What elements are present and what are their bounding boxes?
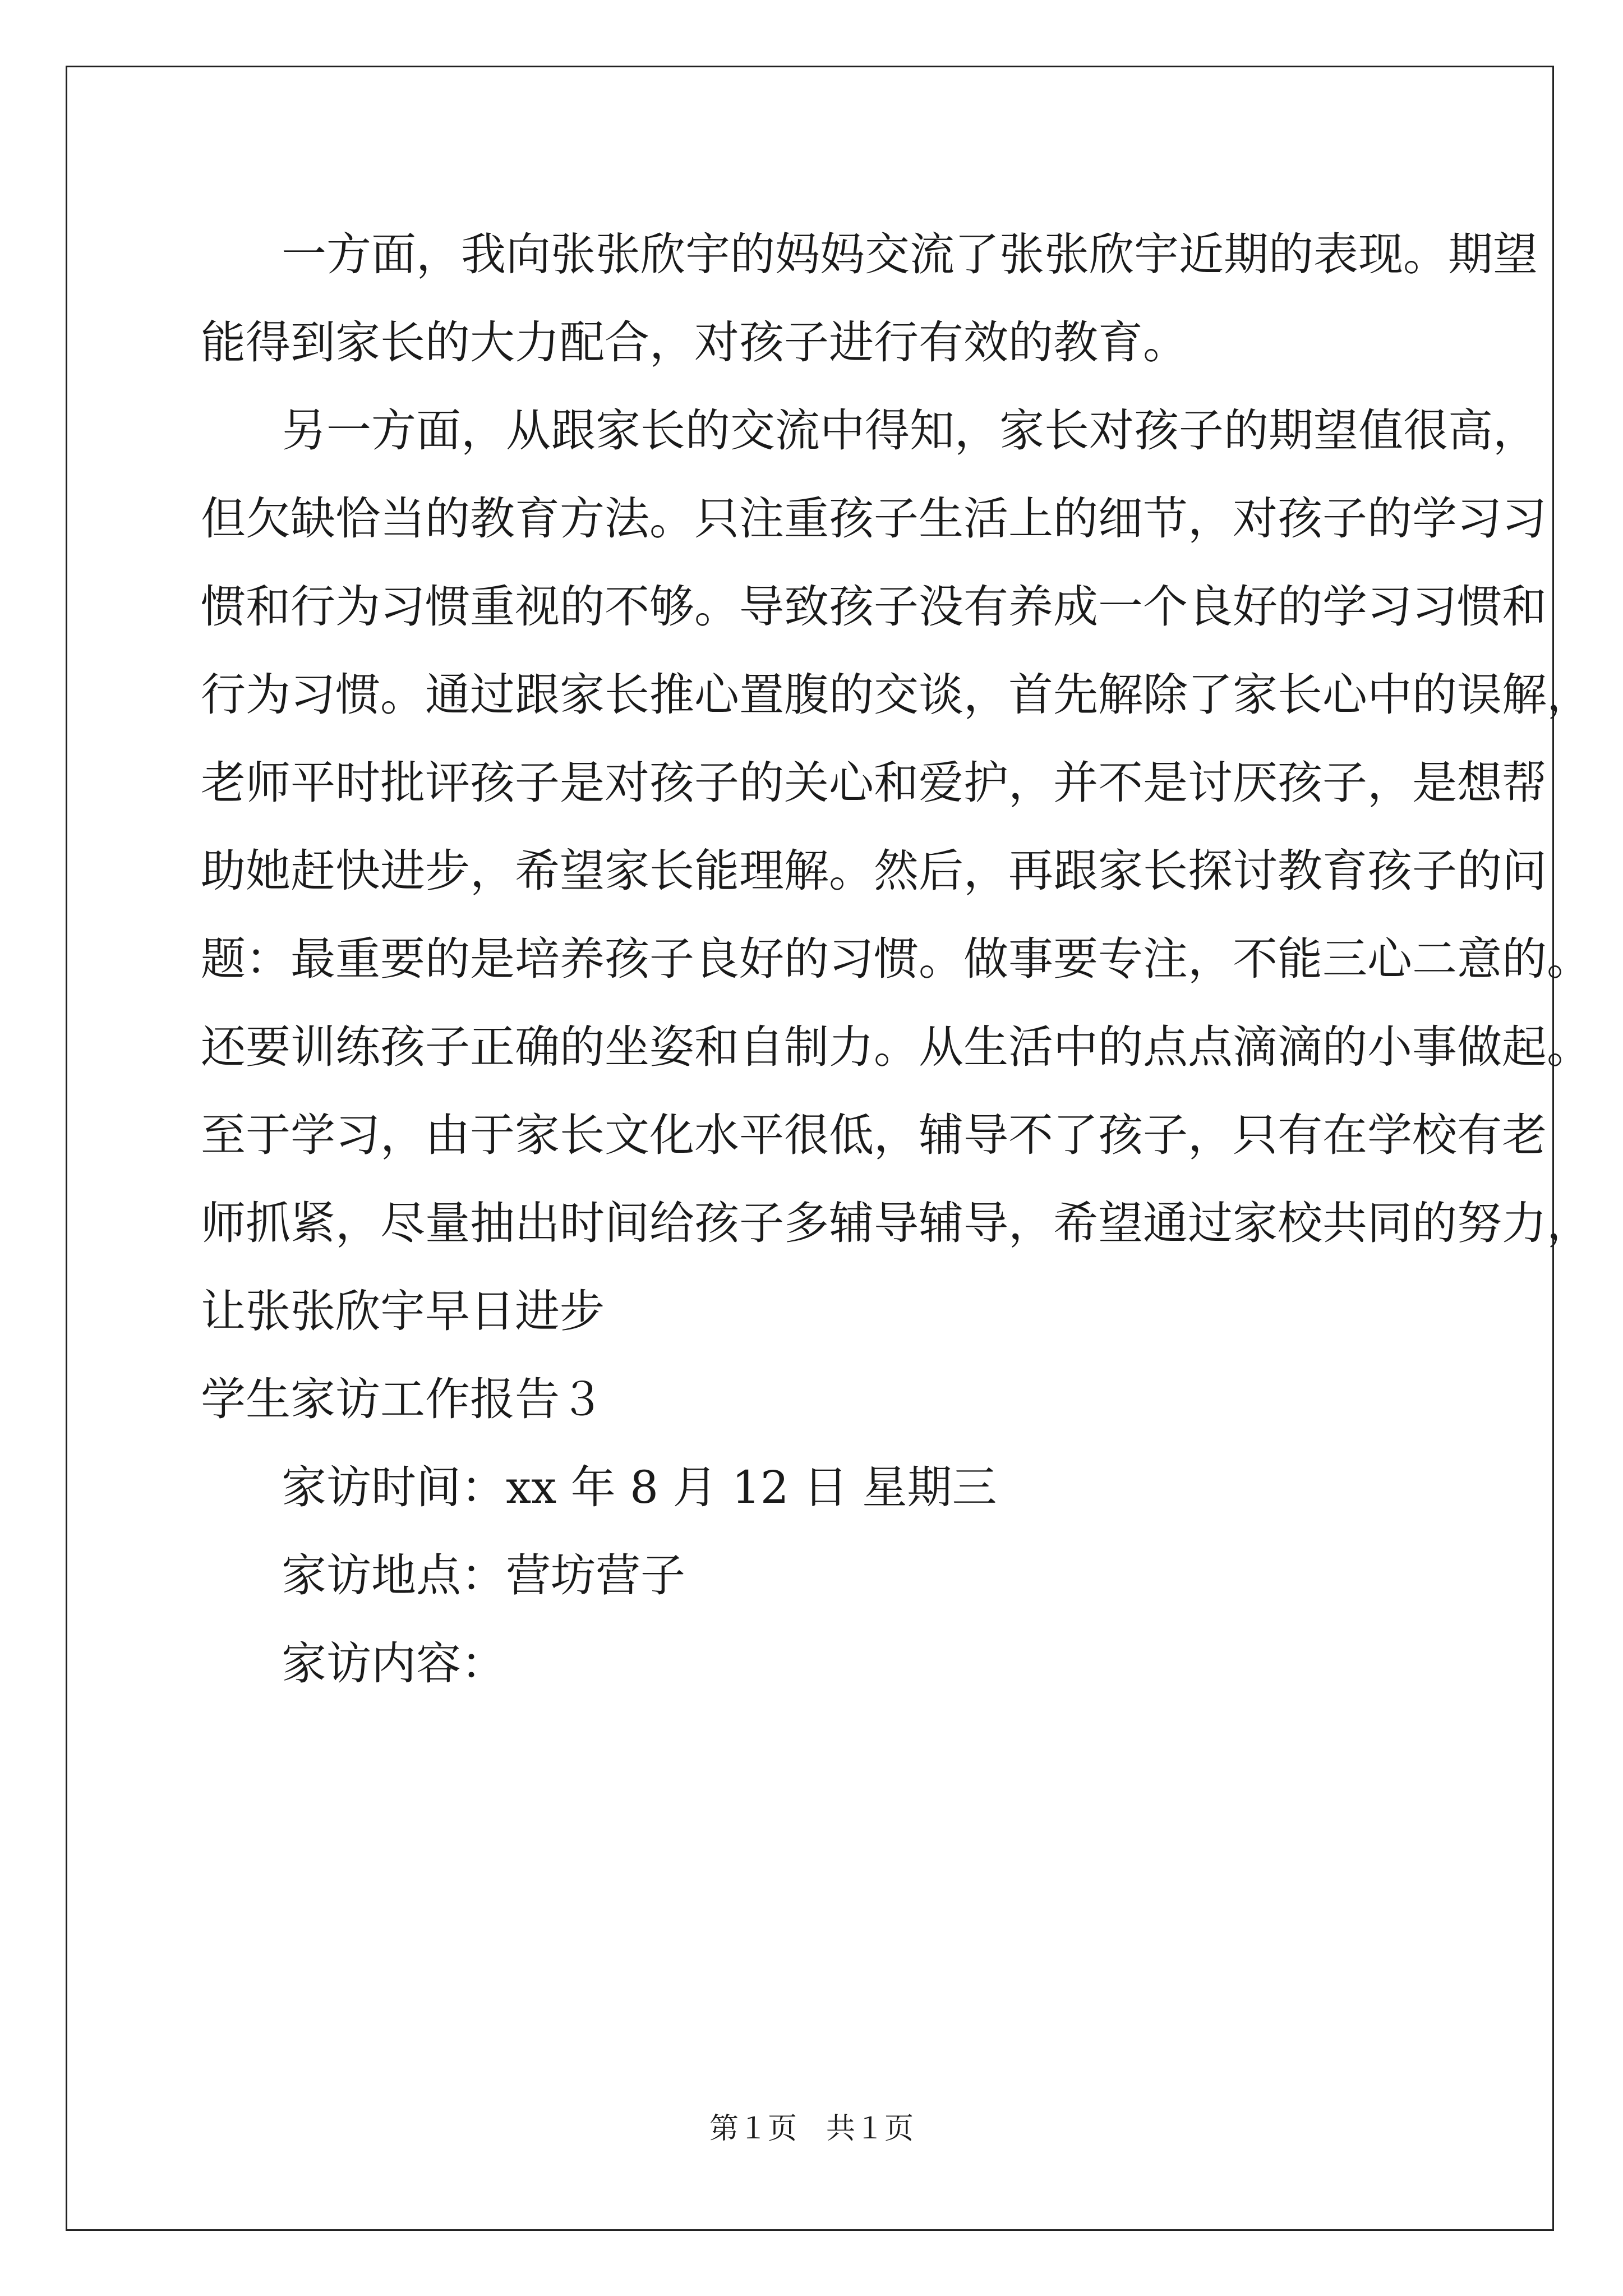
paragraph-line: 一方面，我向张张欣宇的妈妈交流了张张欣宇近期的表现。期望 — [282, 228, 1538, 280]
paragraph-line: 另一方面，从跟家长的交流中得知，家长对孩子的期望值很高， — [282, 404, 1538, 457]
paragraph-line: 题：最重要的是培养孩子良好的习惯。做事要专注，不能三心二意的。 — [201, 933, 1592, 985]
paragraph-line: 老师平时批评孩子是对孩子的关心和爱护，并不是讨厌孩子，是想帮 — [201, 757, 1547, 809]
paragraph-line: 惯和行为习惯重视的不够。导致孩子没有养成一个良好的学习习惯和 — [201, 581, 1547, 633]
paragraph-line: 师抓紧，尽量抽出时间给孩子多辅导辅导，希望通过家校共同的努力， — [201, 1197, 1592, 1249]
paragraph-line: 还要训练孩子正确的坐姿和自制力。从生活中的点点滴滴的小事做起。 — [201, 1021, 1592, 1073]
page-number: 第１页 共１页 — [709, 2112, 914, 2146]
visit-time: 家访时间：xx 年 8 月 12 日 星期三 — [282, 1461, 997, 1513]
paragraph-line: 助她赶快进步，希望家长能理解。然后，再跟家长探讨教育孩子的问 — [201, 845, 1547, 897]
visit-location: 家访地点：营坊营子 — [282, 1549, 685, 1602]
paragraph-line: 让张张欣宇早日进步 — [201, 1285, 605, 1337]
paragraph-line: 但欠缺恰当的教育方法。只注重孩子生活上的细节，对孩子的学习习 — [201, 493, 1547, 545]
paragraph-line: 至于学习，由于家长文化水平很低，辅导不了孩子，只有在学校有老 — [201, 1109, 1547, 1161]
section-heading: 学生家访工作报告３ — [201, 1373, 605, 1425]
paragraph-line: 能得到家长的大力配合，对孩子进行有效的教育。 — [201, 316, 1188, 369]
document-body — [201, 210, 1592, 1708]
visit-content-label: 家访内容： — [282, 1637, 506, 1690]
paragraph-line: 行为习惯。通过跟家长推心置腹的交谈，首先解除了家长心中的误解， — [201, 669, 1592, 721]
